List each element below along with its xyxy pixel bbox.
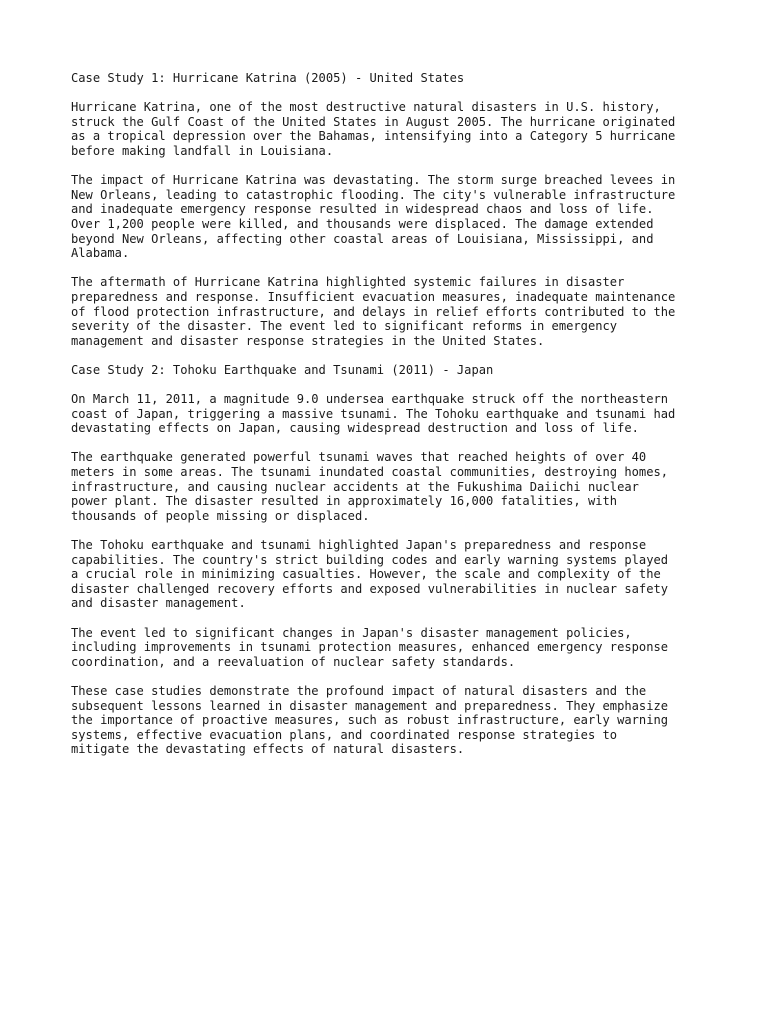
text-line: subsequent lessons learned in disaster management and preparedness. They emphasize <box>71 698 669 713</box>
text-line: mitigate the devastating effects of natural disasters. <box>71 742 465 757</box>
text-line: management and disaster response strategies in the United States. <box>71 333 545 348</box>
text-line: before making landfall in Louisiana. <box>71 143 334 158</box>
text-line: New Orleans, leading to catastrophic flooding. The city's vulnerable infrastructure <box>71 187 676 202</box>
body-paragraph <box>71 100 711 158</box>
text-line: Over 1,200 people were killed, and thousands were displaced. The damage extended <box>71 216 654 231</box>
body-paragraph <box>71 684 711 757</box>
text-line: coast of Japan, triggering a massive tsunami. The Tohoku earthquake and tsunami had <box>71 406 676 421</box>
text-line: and inadequate emergency response resulted in widespread chaos and loss of life. <box>71 202 654 217</box>
text-line: struck the Gulf Coast of the United States in August 2005. The hurricane originated <box>71 114 676 129</box>
text-line: Hurricane Katrina, one of the most destructive natural disasters in U.S. history, <box>71 100 661 115</box>
text-line: The Tohoku earthquake and tsunami highlighted Japan's preparedness and response <box>71 538 647 552</box>
body-paragraph <box>71 450 711 523</box>
text-line: meters in some areas. The tsunami inundated coastal communities, destroying homes, <box>71 465 669 480</box>
text-line: of flood protection infrastructure, and delays in relief efforts contributed to the <box>71 304 676 319</box>
text-line: devastating effects on Japan, causing widespread destruction and loss of life. <box>71 421 639 436</box>
body-paragraph <box>71 275 711 348</box>
text-line: systems, effective evacuation plans, and coordinated response strategies to <box>71 727 618 742</box>
text-line: The event led to significant changes in Japan's disaster management policies, <box>71 625 632 640</box>
text-line: On March 11, 2011, a magnitude 9.0 undersea earthquake struck off the northeastern <box>71 392 669 407</box>
text-line: The impact of Hurricane Katrina was devastating. The storm surge breached levees in <box>71 173 676 188</box>
text-line: as a tropical depression over the Bahamas, intensifying into a Category 5 hurricane <box>71 129 676 144</box>
case-study-heading <box>71 71 711 86</box>
text-line: capabilities. The country's strict building codes and early warning systems played <box>71 552 669 567</box>
text-line: Case Study 2: Tohoku Earthquake and Tsunami (2011) - Japan <box>71 362 494 377</box>
text-line: a crucial role in minimizing casualties. However, the scale and complexity of the <box>71 567 661 582</box>
text-line: infrastructure, and causing nuclear accidents at the Fukushima Daiichi nuclear <box>71 479 639 494</box>
text-line: thousands of people missing or displaced. <box>71 508 370 523</box>
text-line: severity of the disaster. The event led to significant reforms in emergency <box>71 319 618 334</box>
body-paragraph <box>71 538 711 611</box>
text-line: and disaster management. <box>71 596 246 611</box>
text-line: the importance of proactive measures, such as robust infrastructure, early warning <box>71 713 669 728</box>
text-line: disaster challenged recovery efforts and exposed vulnerabilities in nuclear safety <box>71 581 669 596</box>
text-line: including improvements in tsunami protection measures, enhanced emergency response <box>71 640 669 655</box>
text-line: These case studies demonstrate the profound impact of natural disasters and the <box>71 683 647 698</box>
text-line: The earthquake generated powerful tsunami waves that reached heights of over 40 <box>71 450 647 465</box>
text-line: preparedness and response. Insufficient evacuation measures, inadequate maintenance <box>71 289 676 304</box>
text-line: Case Study 1: Hurricane Katrina (2005) - United States <box>71 71 465 85</box>
body-paragraph <box>71 392 711 436</box>
body-paragraph <box>71 173 711 261</box>
text-line: Alabama. <box>71 246 130 261</box>
document-body <box>71 71 711 772</box>
body-paragraph <box>71 626 711 670</box>
case-study-heading <box>71 363 711 378</box>
text-line: The aftermath of Hurricane Katrina highlighted systemic failures in disaster <box>71 275 625 290</box>
text-line: power plant. The disaster resulted in approximately 16,000 fatalities, with <box>71 494 618 509</box>
text-line: beyond New Orleans, affecting other coastal areas of Louisiana, Mississippi, and <box>71 231 654 246</box>
text-line: coordination, and a reevaluation of nuclear safety standards. <box>71 654 516 669</box>
